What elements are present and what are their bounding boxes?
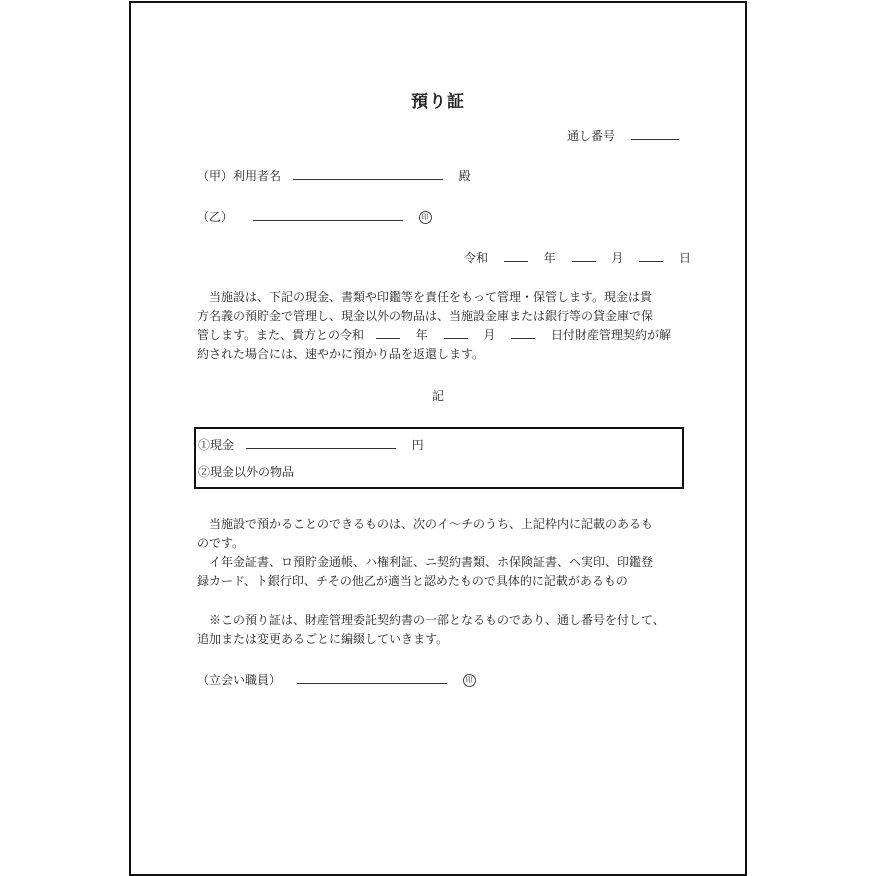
month-label: 月 xyxy=(611,251,624,265)
ki-heading: 記 xyxy=(431,389,444,403)
party-b-row xyxy=(197,208,432,225)
items-label: ②現金以外の物品 xyxy=(198,465,295,479)
paragraph-line: ※この預り証は、財産管理委託契約書の一部となるものであり、通し番号を付して、 xyxy=(209,613,665,627)
witness-blank xyxy=(297,671,447,684)
party-b-label: （乙） xyxy=(197,210,234,224)
honorific-text: 殿 xyxy=(458,169,471,183)
day-blank xyxy=(639,249,663,262)
paragraph-text: 日付財産管理契約が解 xyxy=(551,328,672,342)
paragraph-storage-terms xyxy=(197,288,683,364)
day-label: 日 xyxy=(679,251,692,265)
paragraph-note xyxy=(197,611,683,649)
party-b-blank xyxy=(253,208,403,221)
cash-amount-blank xyxy=(246,436,396,449)
contract-day-blank xyxy=(511,326,535,339)
witness-row xyxy=(197,671,476,688)
paragraph-line: 当施設で預かることのできるものは、次のイ～チのうち、上記枠内に記載のあるも xyxy=(209,517,654,531)
document-page xyxy=(129,1,747,876)
paragraph-text: 管します。また、貴方との令和 xyxy=(197,328,365,342)
date-row xyxy=(464,249,691,266)
witness-label: （立会い職員） xyxy=(197,673,282,687)
serial-number-label: 通し番号 xyxy=(567,129,616,143)
paragraph-accepted-items xyxy=(197,515,683,591)
deposit-items-box xyxy=(194,427,684,489)
serial-number-blank xyxy=(631,127,679,140)
paragraph-line: 約された場合には、速やかに預かり品を返還します。 xyxy=(197,347,485,361)
user-name-blank xyxy=(293,167,443,180)
year-blank xyxy=(504,249,528,262)
user-name-label: （甲）利用者名 xyxy=(197,169,282,183)
yen-label: 円 xyxy=(411,438,424,452)
paragraph-line: 当施設は、下記の現金、書類や印鑑等を責任をもって管理・保管します。現金は貴 xyxy=(209,290,653,304)
contract-year-blank xyxy=(376,326,400,339)
month-blank xyxy=(572,249,596,262)
paragraph-line: 追加または変更あるごとに編綴していきます。 xyxy=(197,632,449,646)
paragraph-line: イ年金証書、ロ預貯金通帳、ハ権利証、ニ契約書類、ホ保険証書、ヘ実印、印鑑登 xyxy=(209,555,654,569)
era-label: 令和 xyxy=(464,251,489,265)
contract-month-label: 月 xyxy=(483,328,496,342)
year-label: 年 xyxy=(543,251,556,265)
cash-row xyxy=(198,436,424,453)
paragraph-line xyxy=(197,326,683,345)
seal-icon: 印 xyxy=(463,674,476,687)
paragraph-line: 方名義の預貯金で管理し、現金以外の物品は、当施設金庫または銀行等の貸金庫で保 xyxy=(197,309,654,323)
paragraph-line: 録カード、ト銀行印、チその他乙が適当と認めたもので具体的に記載があるもの xyxy=(197,574,628,588)
seal-icon: 印 xyxy=(419,211,432,224)
contract-month-blank xyxy=(444,326,468,339)
user-name-row xyxy=(197,167,471,184)
document-title: 預り証 xyxy=(411,92,465,112)
serial-number-row xyxy=(567,127,679,144)
contract-year-label: 年 xyxy=(415,328,428,342)
paragraph-line: のです。 xyxy=(197,536,245,550)
cash-label: ①現金 xyxy=(198,438,235,452)
